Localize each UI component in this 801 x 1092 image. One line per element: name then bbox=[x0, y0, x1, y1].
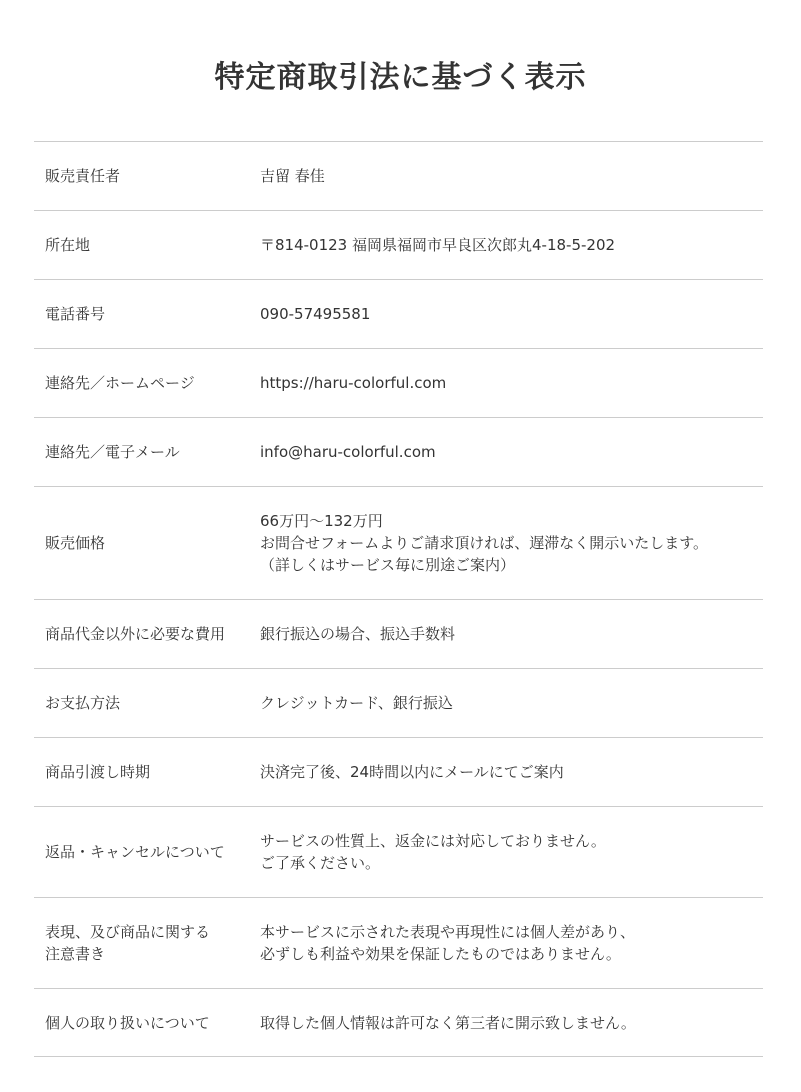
row-label-line: 注意書き bbox=[45, 945, 106, 963]
row-value-line: サービスの性質上、返金には対応しておりません。 bbox=[260, 832, 606, 850]
row-label: 商品引渡し時期 bbox=[45, 763, 151, 781]
row-value-line: 決済完了後、24時間以内にメールにてご案内 bbox=[260, 763, 564, 781]
row-value-line: 吉留 春佳 bbox=[260, 167, 325, 185]
table-row-homepage bbox=[34, 349, 763, 418]
row-value bbox=[260, 669, 763, 738]
table-row-payment-method bbox=[34, 669, 763, 738]
table-row-extra-fees bbox=[34, 600, 763, 669]
table-row-returns bbox=[34, 807, 763, 898]
page-title: 特定商取引法に基づく表示 bbox=[214, 60, 587, 95]
row-label: 連絡先／電子メール bbox=[45, 443, 180, 461]
table-row-phone bbox=[34, 280, 763, 349]
row-value bbox=[260, 280, 763, 349]
row-value bbox=[260, 989, 763, 1057]
row-value bbox=[260, 738, 763, 807]
row-value-line: 66万円〜132万円 bbox=[260, 512, 383, 530]
row-label: 商品代金以外に必要な費用 bbox=[45, 625, 226, 643]
row-label: 電話番号 bbox=[45, 305, 106, 323]
row-value-line: 必ずしも利益や効果を保証したものではありません。 bbox=[260, 945, 621, 963]
table-row-seller bbox=[34, 142, 763, 211]
table-row-delivery bbox=[34, 738, 763, 807]
table-row-email bbox=[34, 418, 763, 487]
row-value bbox=[260, 807, 763, 898]
table-row-privacy bbox=[34, 989, 763, 1057]
row-value bbox=[260, 142, 763, 211]
phone-number: 090-57495581 bbox=[260, 305, 371, 323]
row-value-line: 〒814-0123 福岡県福岡市早良区次郎丸4-18-5-202 bbox=[260, 236, 616, 254]
row-value-line: （詳しくはサービス毎に別途ご案内） bbox=[260, 556, 516, 574]
row-label: 連絡先／ホームページ bbox=[45, 374, 195, 392]
row-value bbox=[260, 487, 763, 600]
row-value bbox=[260, 600, 763, 669]
row-value-line: ご了承ください。 bbox=[260, 854, 381, 872]
row-label: 販売責任者 bbox=[45, 167, 121, 185]
row-value-line: お問合せフォームよりご請求頂ければ、遅滞なく開示いたします。 bbox=[260, 534, 709, 552]
row-label: 返品・キャンセルについて bbox=[45, 843, 225, 861]
row-value-line: クレジットカード、銀行振込 bbox=[260, 694, 453, 712]
row-label: お支払方法 bbox=[45, 694, 121, 712]
row-value bbox=[260, 898, 763, 989]
table-row-price bbox=[34, 487, 763, 600]
table-row-disclaimer bbox=[34, 898, 763, 989]
row-value bbox=[260, 211, 763, 280]
row-value-line: 取得した個人情報は許可なく第三者に開示致しません。 bbox=[260, 1013, 636, 1032]
table-row-address bbox=[34, 211, 763, 280]
row-value bbox=[260, 418, 763, 487]
row-label-line: 表現、及び商品に関する bbox=[45, 923, 211, 941]
row-label: 販売価格 bbox=[45, 534, 106, 552]
homepage-link[interactable]: https://haru-colorful.com bbox=[260, 374, 447, 392]
row-value bbox=[260, 349, 763, 418]
commerce-law-table bbox=[34, 141, 763, 1057]
row-value-line: 本サービスに示された表現や再現性には個人差があり、 bbox=[260, 923, 636, 941]
row-label bbox=[34, 898, 260, 989]
email-link[interactable]: info@haru-colorful.com bbox=[260, 443, 436, 461]
row-label: 個人の取り扱いについて bbox=[45, 1013, 210, 1032]
row-value-line: 銀行振込の場合、振込手数料 bbox=[260, 625, 456, 643]
row-label: 所在地 bbox=[45, 236, 91, 254]
